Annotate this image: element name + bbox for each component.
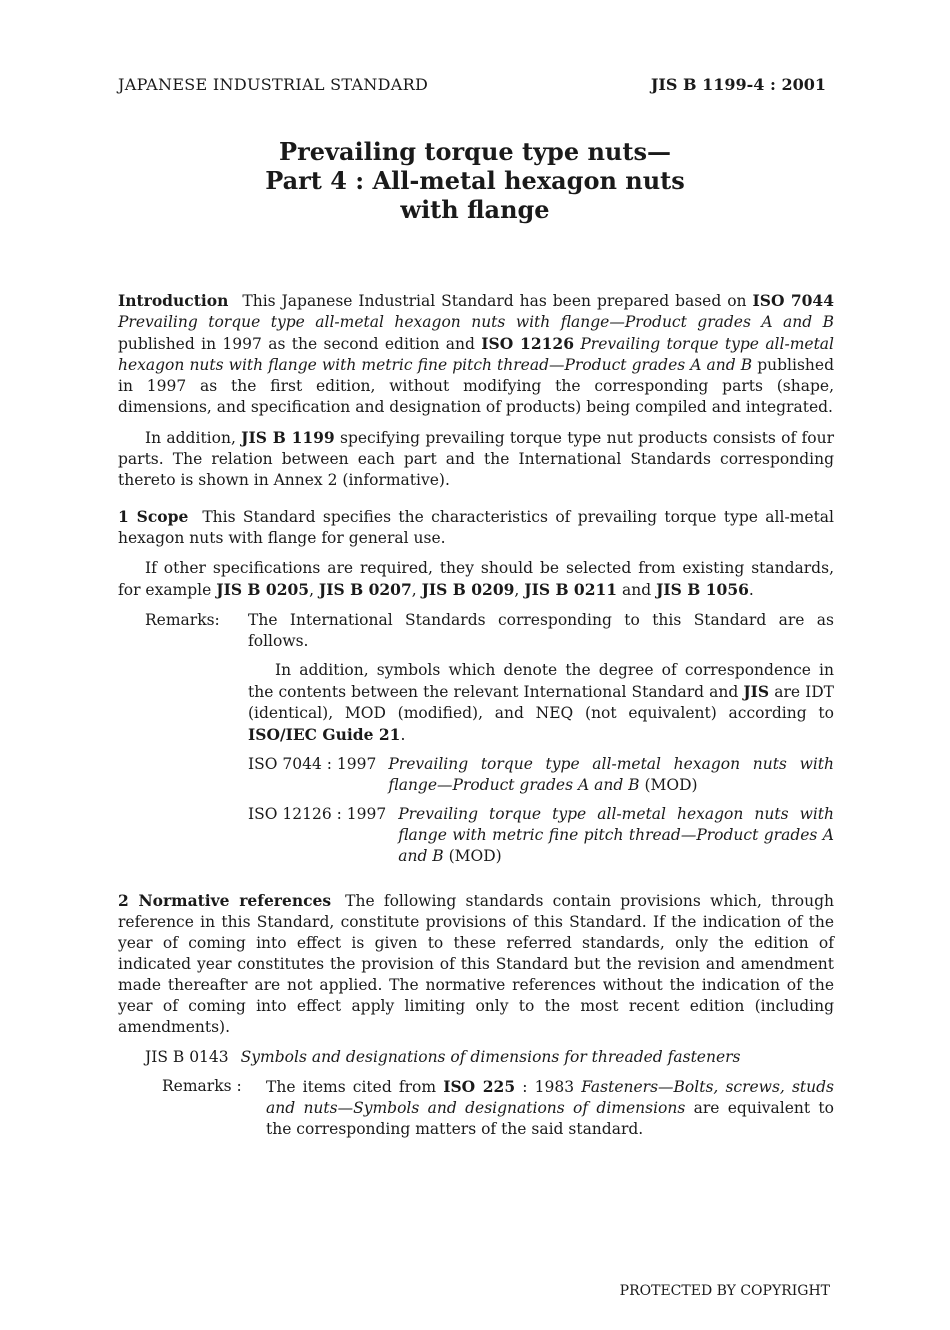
title-line-3: with flange [400, 195, 550, 224]
remarks-label: Remarks : [162, 1077, 242, 1095]
jis-ref: JIS B 0211 [524, 580, 618, 599]
iso-reference-number: ISO 7044 : 1997 [248, 755, 377, 773]
correspondence-degree: (MOD) [443, 847, 502, 865]
jis-ref: JIS [743, 682, 770, 701]
title-line-1: Prevailing torque type nuts— [279, 137, 671, 166]
normative-reference-title: Symbols and designations of dimensions for threaded fasteners [240, 1048, 741, 1066]
remarks-paragraph-2 [248, 660, 834, 746]
iso-7044-title: Prevailing torque type all-metal hexagon nuts with flange—Product grades A and B [118, 313, 834, 331]
iso-reference-item [248, 754, 834, 796]
document-title [0, 137, 950, 224]
text-run: This Standard specifies the characteristics of prevailing torque type all-metal hexagon nuts with flange for general use. [118, 508, 835, 547]
normative-remarks [162, 1076, 834, 1140]
remarks-body [248, 610, 834, 875]
scope-heading: 1 Scope [118, 507, 189, 526]
text-run: published in 1997 as the second edition and [118, 335, 482, 353]
iso-12126-title: Prevailing torque type all-metal hexagon nuts with flange with metric fine pitch thread—Product grades A and B [118, 335, 835, 374]
iso-iec-guide-ref: ISO/IEC Guide 21 [248, 725, 401, 744]
remarks-body [266, 1076, 834, 1140]
scope-paragraph-2 [118, 558, 834, 601]
text-run: , [411, 581, 422, 599]
text-run: : 1983 [515, 1078, 582, 1096]
iso-reference-title [398, 804, 834, 867]
header-standard-type: JAPANESE INDUSTRIAL STANDARD [118, 75, 429, 94]
title-line-2: Part 4 : All-metal hexagon nuts [265, 166, 685, 195]
text-run: specifying prevailing torque type nut products consists of four parts. The relation between each part and the International Standards corresponding thereto is shown in Annex 2 (informative). [118, 429, 834, 489]
iso-7044-ref: ISO 7044 [752, 291, 835, 310]
iso-reference-item [248, 804, 834, 867]
text-run: . [400, 726, 406, 744]
jis-b-1199-ref: JIS B 1199 [241, 428, 335, 447]
text-run: , [309, 581, 319, 599]
iso-reference-number: ISO 12126 : 1997 [248, 805, 387, 823]
document-body [118, 290, 834, 1140]
text-run: are IDT (identical), MOD (modified), and NEQ (not equivalent) according to [248, 683, 834, 722]
text-run: and [617, 581, 657, 599]
introduction-heading: Introduction [118, 291, 229, 310]
jis-ref: JIS B 1056 [656, 580, 749, 599]
scope-remarks [145, 610, 834, 875]
jis-ref: JIS B 0205 [216, 580, 310, 599]
text-run: The items cited from [266, 1078, 444, 1096]
text-run: . [748, 581, 754, 599]
text-run: The following standards contain provisions which, through reference in this Standard, constitute provisions of this Standard. If the indication of the year of coming into effect is given to these referred standards, only the edition of indicated year constitutes the provision of this Standard but the revision and amendment made thereafter are not applied. The normative references without the indication of the year of coming into effect apply limiting only to the most recent edition (including amendments). [118, 892, 834, 1036]
text-run: published in 1997 as the first edition, without modifying the corresponding parts (shape, dimensions, and specification and designation of products) being compiled and integrated. [118, 356, 835, 416]
text-run: If other specifications are required, they should be selected from existing standards, for example [118, 559, 834, 599]
copyright-footer: PROTECTED BY COPYRIGHT [619, 1283, 830, 1299]
normative-reference-number: JIS B 0143 [145, 1048, 229, 1066]
normative-paragraph-1 [118, 890, 834, 1038]
iso-title-text: Prevailing torque type all-metal hexagon nuts with flange—Product grades A and B [388, 755, 834, 794]
correspondence-degree: (MOD) [639, 776, 698, 794]
remarks-paragraph-1: The International Standards corresponding to this Standard are as follows. [248, 611, 834, 650]
introduction-paragraph-2 [118, 427, 834, 491]
text-run: In addition, [145, 429, 242, 447]
text-run: This Japanese Industrial Standard has been prepared based on [242, 292, 753, 310]
iso-12126-ref: ISO 12126 [481, 334, 574, 353]
scope-paragraph-1 [118, 506, 834, 549]
remarks-label: Remarks: [145, 611, 220, 629]
iso-reference-title [388, 754, 834, 796]
iso-225-title: Fasteners—Bolts, screws, studs and nuts—Symbols and designations of dimensions [266, 1078, 835, 1117]
jis-ref: JIS B 0207 [318, 580, 412, 599]
iso-225-ref: ISO 225 [443, 1077, 516, 1096]
header-standard-number: JIS B 1199-4 : 2001 [650, 75, 826, 94]
normative-reference-item [145, 1047, 834, 1068]
text-run: are equivalent to the corresponding matters of the said standard. [266, 1099, 834, 1138]
iso-title-text: Prevailing torque type all-metal hexagon nuts with flange with metric fine pitch thread—Product grades A and B [398, 805, 834, 865]
normative-heading: 2 Normative references [118, 891, 332, 910]
jis-ref: JIS B 0209 [421, 580, 515, 599]
introduction-paragraph-1 [118, 290, 834, 418]
text-run: In addition, symbols which denote the degree of correspondence in the contents between the relevant International Standard and [248, 661, 834, 701]
text-run: , [514, 581, 525, 599]
